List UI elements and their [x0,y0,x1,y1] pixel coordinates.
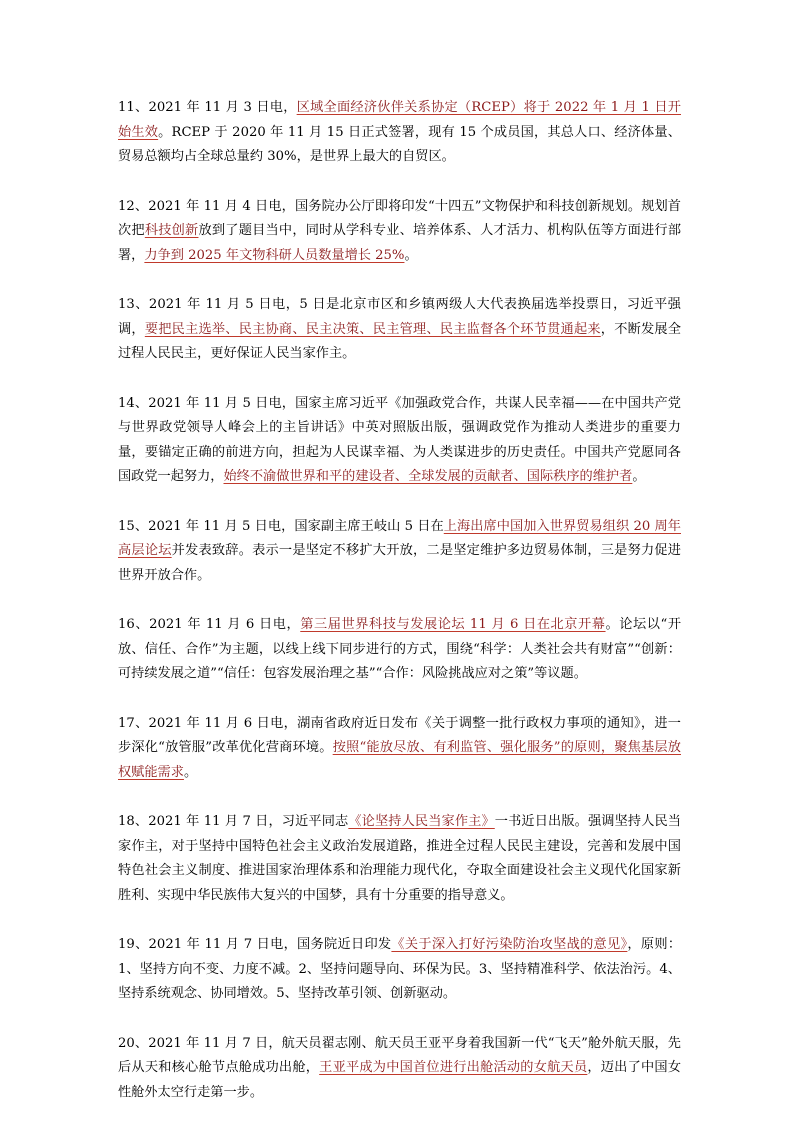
item-text: 20、2021 年 11 月 7 日，航天员翟志刚、航天员王亚平身着我国新一代“飞天”舱外航天服，先后从天和核心舱节点舱成功出舱， [118,1035,681,1075]
item-highlight: 始终不渝做世界和平的建设者、全球发展的贡献者、国际秩序的维护者 [223,469,633,484]
item-text: 。 [404,247,418,263]
item-text: 并发表致辞。表示一是坚定不移扩大开放，二是坚定维护多边贸易体制，三是努力促进世界开放合作。 [118,543,681,583]
news-item-18 [118,810,681,908]
item-text: 18、2021 年 11 月 7 日，习近平同志 [118,814,349,829]
news-item-19 [118,933,681,1007]
news-item-15 [118,515,681,589]
item-text: 15、2021 年 11 月 5 日电，国家副主席王岐山 5 日在 [118,518,444,534]
item-text: 19、2021 年 11 月 7 日电，国务院近日印发 [118,937,392,952]
item-text: ，不断发展全过程人民民主，更好保证人民当家作主。 [118,321,682,361]
item-highlight: 力争到 2025 年文物科研人员数量增长 25% [144,247,405,263]
news-item-13 [118,293,681,367]
news-item-11 [118,96,681,170]
item-text: ，迈出了中国女性舱外太空行走第一步。 [118,1060,682,1100]
item-text: 一书近日出版。强调坚持人民当家作主，对于坚持中国特色社会主义政治发展道路，推进全过程人民民主建设，完善和发展中国特色社会主义制度、推进国家治理体系和治理能力现代化，夺取全面建设社会主义现代化国家新胜利、实现中华民族伟大复兴的中国梦，具有十分重要的指导意义。 [118,814,681,903]
news-item-14 [118,392,681,490]
item-highlight: 第三届世界科技与发展论坛 11 月 6 日在北京开幕 [300,617,606,632]
item-text: 17、2021 年 11 月 6 日电，湖南省政府近日发布《关于调整一批行政权力事项的通知》，进一步深化“放管服”改革优化营商环境。 [118,715,681,755]
item-text: 11、2021 年 11 月 3 日电， [118,100,297,115]
item-highlight: 区域全面经济伙伴关系协定（RCEP）将于 2022 年 1 月 1 日开始生效 [118,100,681,140]
item-highlight: 上海出席中国加入世界贸易组织 20 周年高层论坛 [118,518,681,558]
item-highlight: 按照“能放尽放、有利监管、强化服务”的原则，聚焦基层放权赋能需求 [118,740,681,780]
item-text: 13、2021 年 11 月 5 日电，5 日是北京市区和乡镇两级人大代表换届选举投票日，习近平强调， [118,297,681,337]
news-item-20 [118,1032,681,1106]
item-text: ，原则：1、坚持方向不变、力度不减。2、坚持问题导向、环保为民。3、坚持精准科学、依法治污。4、坚持系统观念、协同增效。5、坚持改革引领、创新驱动。 [118,937,682,1001]
item-text: 。论坛以“开放、信任、合作”为主题，以线上线下同步进行的方式，围绕“科学：人类社会共有财富”“创新：可持续发展之道”“信任：包容发展治理之基”“合作：风险挑战应对之策”等议题。 [118,617,682,681]
item-highlight: 《论坚持人民当家作主》 [348,814,495,829]
item-highlight: 要把民主选举、民主协商、民主决策、民主管理、民主监督各个环节贯通起来 [144,321,601,337]
item-text: 。RCEP 于 2020 年 11 月 15 日正式签署，现有 15 个成员国，其总人口、经济体量、贸易总额均占全球总量约 30%，是世界上最大的自贸区。 [118,124,681,164]
item-highlight: 科技创新 [144,223,199,238]
news-item-16 [118,613,681,687]
news-item-12 [118,195,681,269]
item-text: 。 [183,764,198,780]
item-text: 。 [632,469,646,484]
item-text: 放到了题目当中，同时从学科专业、培养体系、人才活力、机构队伍等方面进行部署， [118,223,682,263]
item-highlight: 王亚平成为中国首位进行出舱活动的女航天员 [319,1060,588,1075]
item-highlight: 《关于深入打好污染防治攻坚战的意见》 [391,937,628,952]
item-text: 16、2021 年 11 月 6 日电， [118,617,301,632]
item-text: 14、2021 年 11 月 5 日电，国家主席习近平《加强政党合作，共谋人民幸福——在中国共产党与世界政党领导人峰会上的主旨讲话》中英对照版出版，强调政党作为推动人类进步的重要力量，要锚定正确的前进方向，担起为人民谋幸福、为人类谋进步的历史责任。中国共产党愿同各国政党一起努力， [118,395,681,484]
document-page [118,96,681,1130]
news-item-17 [118,712,681,786]
item-text: 12、2021 年 11 月 4 日电，国务院办公厅即将印发“十四五”文物保护和科技创新规划。规划首次把 [118,198,681,238]
